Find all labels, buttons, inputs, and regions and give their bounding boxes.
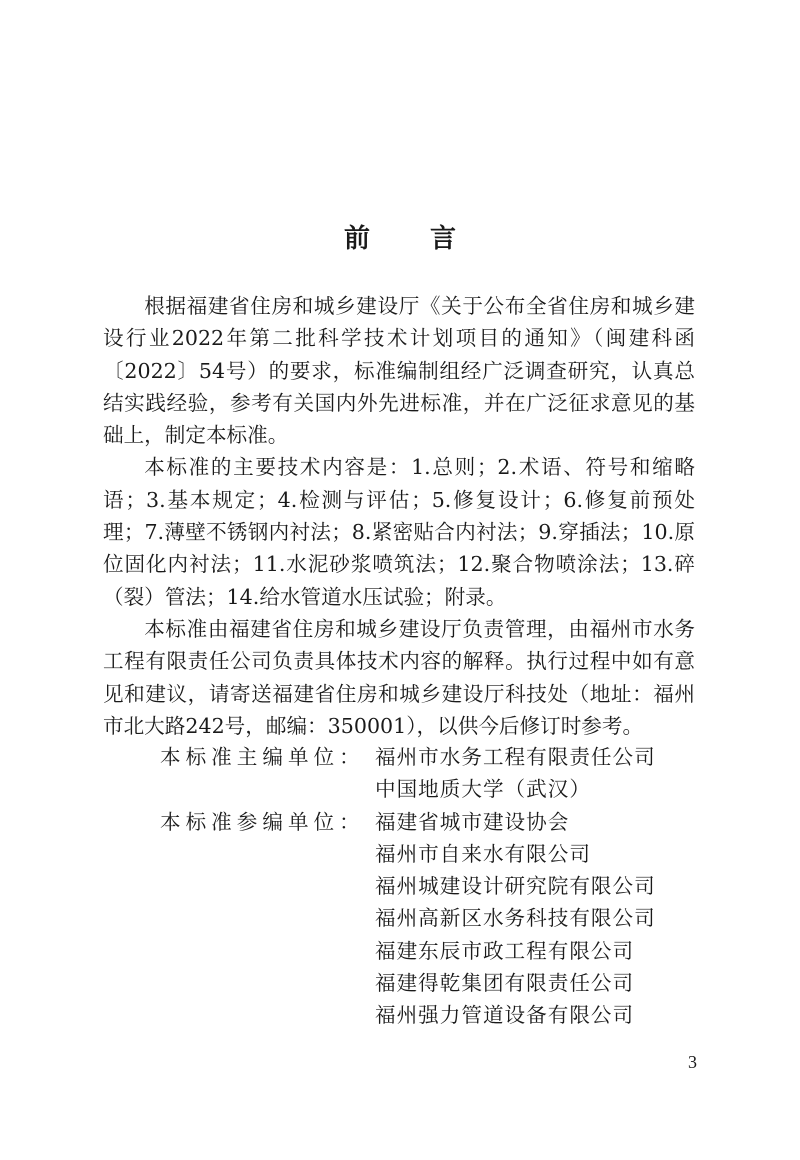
chief-unit-item: 福州市水务工程有限责任公司 <box>375 745 656 769</box>
title-char-1: 前 <box>343 224 370 254</box>
participating-unit-item: 福建省城市建设协会 <box>375 809 570 834</box>
editorial-units <box>160 741 656 1032</box>
participating-unit-item: 福州城建设计研究院有限公司 <box>375 874 656 899</box>
participating-unit-item: 福建得乾集团有限责任公司 <box>375 971 635 996</box>
page-number: 3 <box>688 1052 697 1072</box>
participating-unit-item: 福州高新区水务科技有限公司 <box>375 906 656 931</box>
paragraph-management: 本标准由福建省住房和城乡建设厅负责管理，由福州市水务工程有限责任公司负责具体技术内容的解释。执行过程中如有意见和建议，请寄送福建省住房和城乡建设厅科技处（地址：福州市北大路242号，邮编：350001），以供今后修订时参考。 <box>103 616 695 738</box>
chief-units-group <box>160 741 656 806</box>
paragraph-background: 根据福建省住房和城乡建设厅《关于公布全省住房和城乡建设行业2022年第二批科学技术计划项目的通知》（闽建科函〔2022〕54号）的要求，标准编制组经广泛调查研究，认真总结实践经验，参考有关国内外先进标准，并在广泛征求意见的基础上，制定本标准。 <box>103 294 695 448</box>
chief-units-label: 本标准主编单位： <box>160 745 365 769</box>
preface-body <box>103 290 695 742</box>
chief-unit-item: 中国地质大学（武汉） <box>375 777 591 802</box>
participating-units-group <box>160 806 656 1032</box>
page-title <box>0 218 800 255</box>
participating-unit-item: 福州市自来水有限公司 <box>375 841 591 866</box>
participating-unit-item: 福建东辰市政工程有限公司 <box>375 938 635 963</box>
participating-units-list <box>375 806 656 1032</box>
chief-units-list <box>375 741 656 806</box>
participating-unit-item: 福州强力管道设备有限公司 <box>375 1003 635 1028</box>
participating-units-label: 本标准参编单位： <box>160 809 365 834</box>
title-char-2: 言 <box>430 224 457 254</box>
paragraph-contents: 本标准的主要技术内容是：1.总则；2.术语、符号和缩略语；3.基本规定；4.检测与评估；5.修复设计；6.修复前预处理；7.薄壁不锈钢内衬法；8.紧密贴合内衬法；9.穿插法；10.原位固化内衬法；11.水泥砂浆喷筑法；12.聚合物喷涂法；13.碎（裂）管法；14.给水管道水压试验；附录。 <box>103 455 695 609</box>
